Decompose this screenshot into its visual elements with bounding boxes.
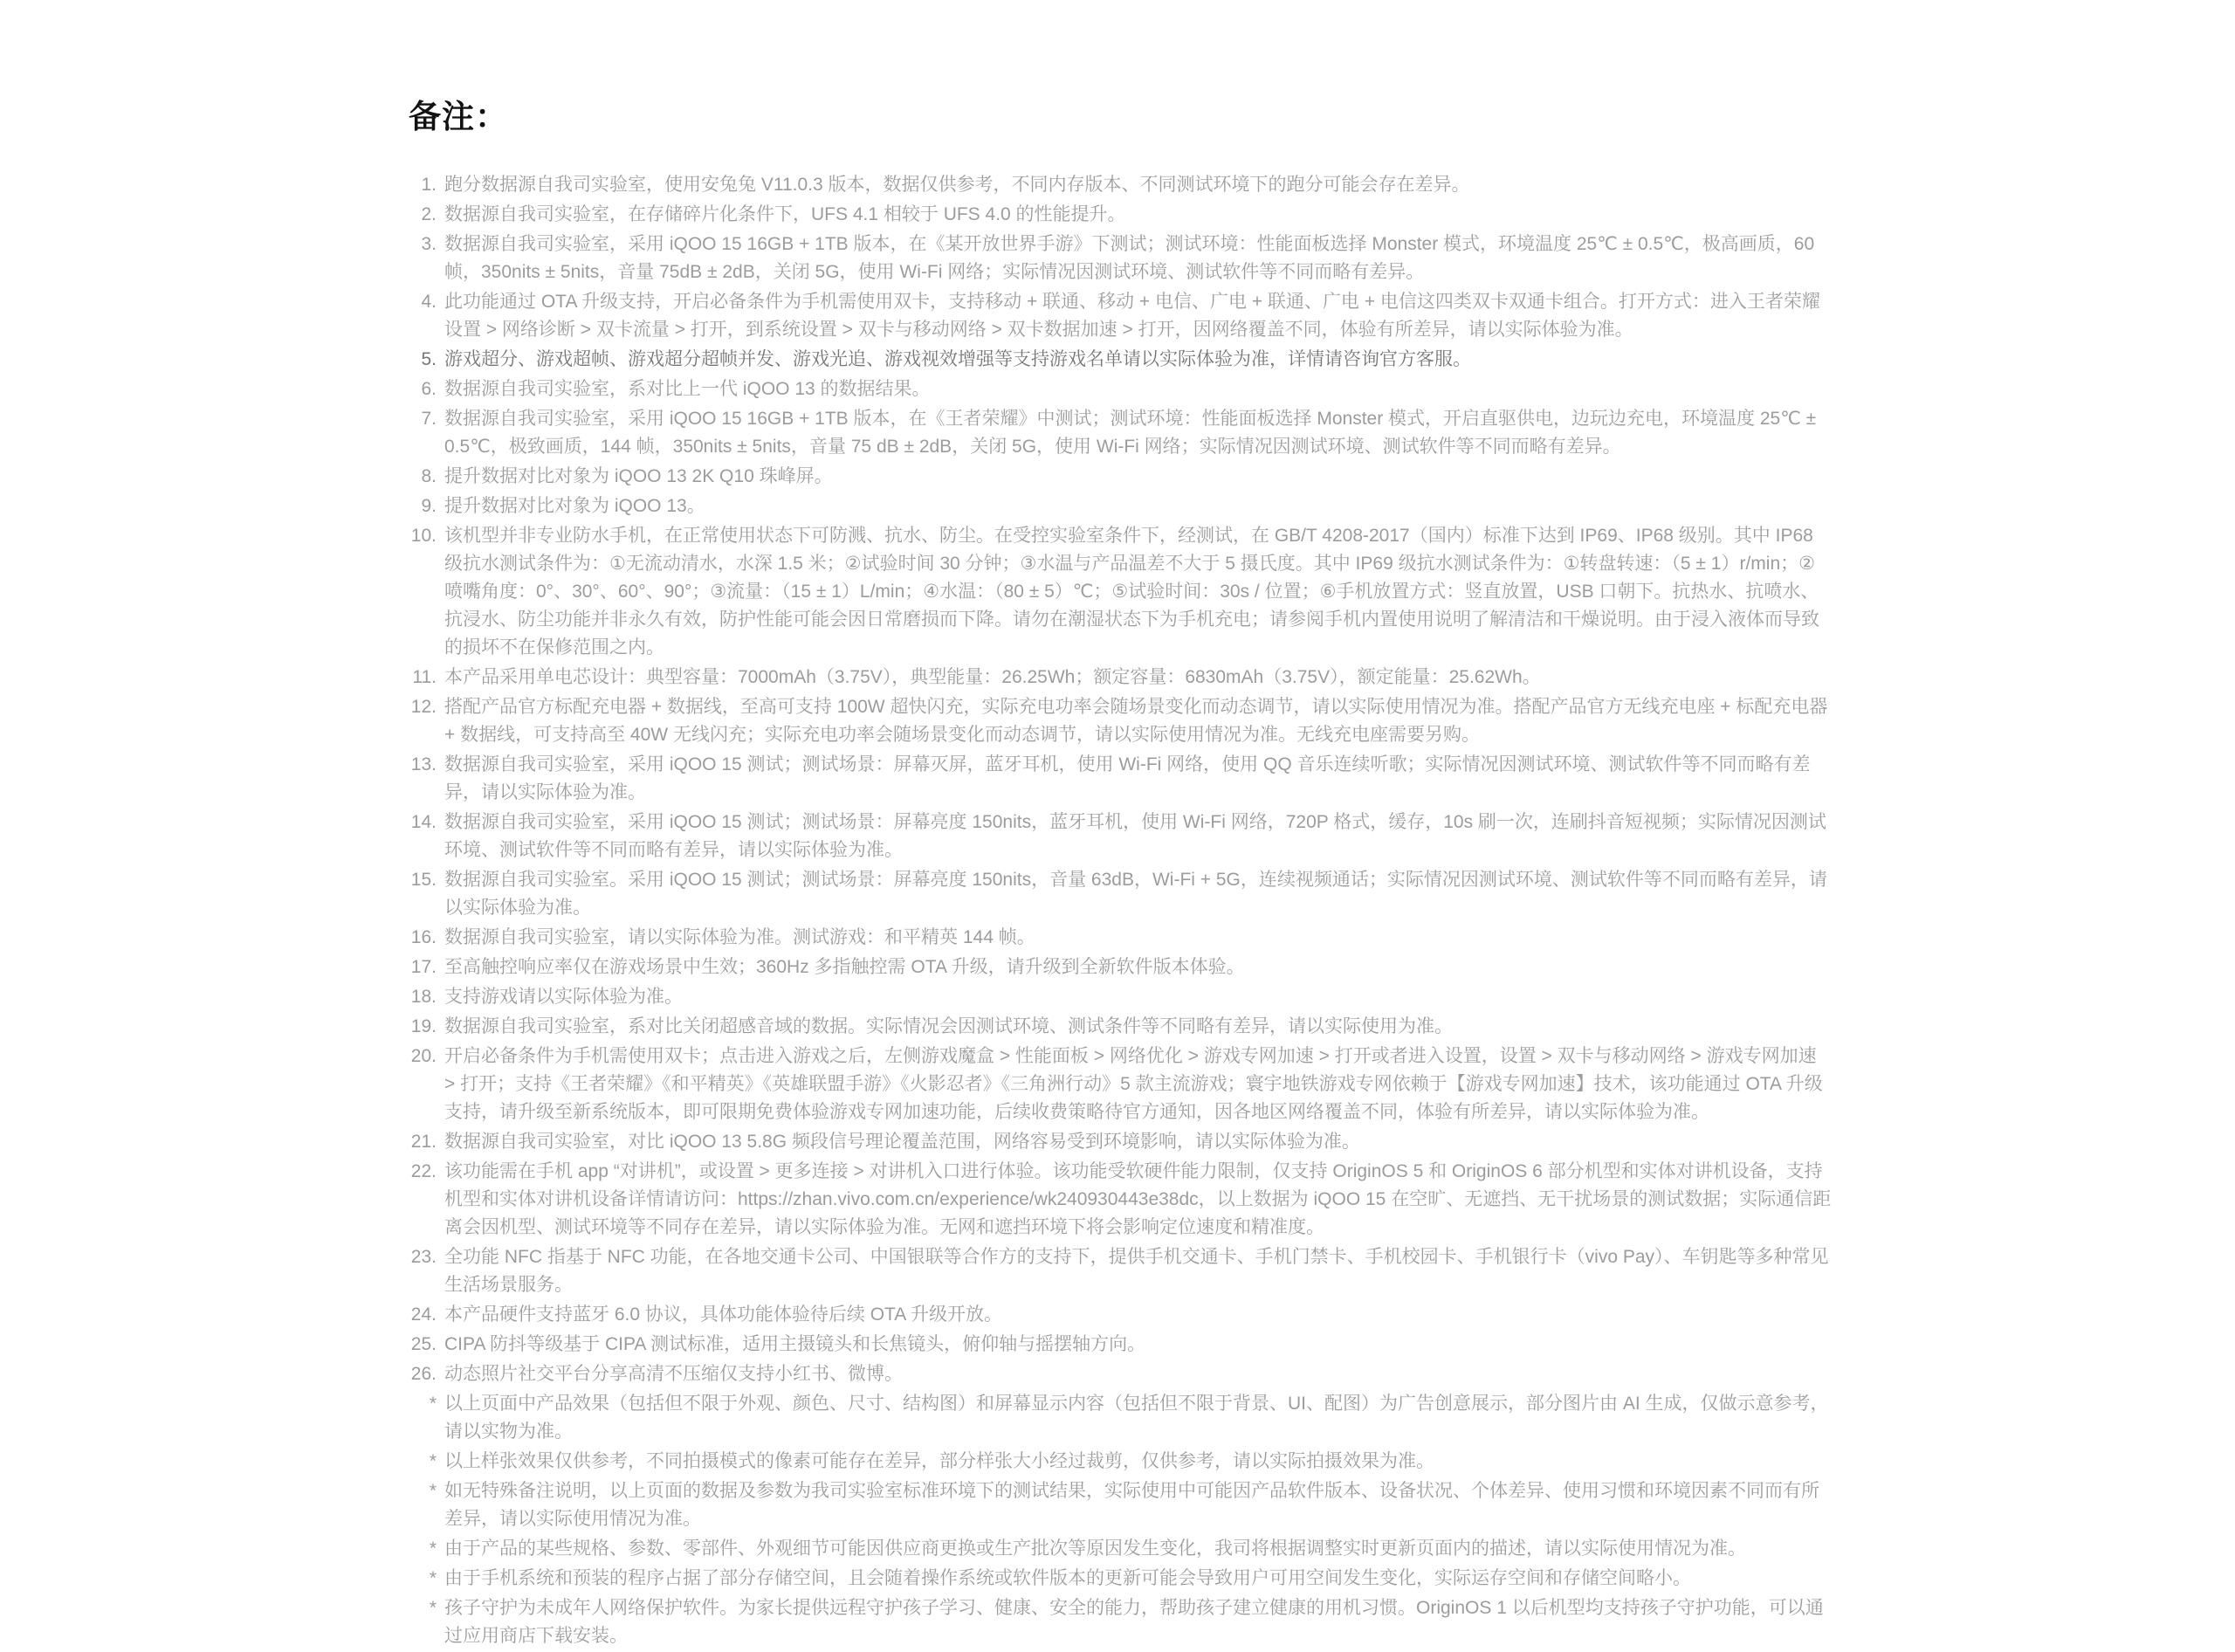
note-item-text: 数据源自我司实验室。采用 iQOO 15 测试；测试场景：屏幕亮度 150nits，音量 63dB，Wi-Fi + 5G，连续视频通话；实际情况因测试环境、测试软件等不同而略有差异，请以实际体验为准。 <box>444 870 1827 918</box>
note-item-text: 提升数据对比对象为 iQOO 13。 <box>444 496 705 516</box>
note-item-marker: 11. <box>412 667 437 687</box>
note-item-marker: 20. <box>410 1046 437 1066</box>
note-item-marker: * <box>429 1598 437 1618</box>
note-item-text: 数据源自我司实验室，在存储碎片化条件下，UFS 4.1 相较于 UFS 4.0 的性能提升。 <box>444 204 1126 224</box>
note-item-text: 全功能 NFC 指基于 NFC 功能，在各地交通卡公司、中国银联等合作方的支持下，提供手机交通卡、手机门禁卡、手机校园卡、手机银行卡（vivo Pay）、车钥匙等多种常见生活场景服务。 <box>444 1247 1829 1295</box>
note-item-text: 孩子守护为未成年人网络保护软件。为家长提供远程守护孩子学习、健康、安全的能力，帮助孩子建立健康的用机习惯。OriginOS 1 以后机型均支持孩子守护功能，可以通过应用商店下载安装。 <box>444 1598 1824 1646</box>
note-item <box>409 1477 1832 1533</box>
note-item <box>409 866 1832 922</box>
note-item-text: 数据源自我司实验室，采用 iQOO 15 16GB + 1TB 版本，在《王者荣耀》中测试；测试环境：性能面板选择 Monster 模式，开启直驱供电，边玩边充电，环境温度 25℃ ± 0.5℃，极致画质，144 帧，350nits ± 5nits，音量 75 dB ± 2dB，关闭 5G，使用 Wi-Fi 网络；实际情况因测试环境、测试软件等不同而略有差异。 <box>444 409 1817 457</box>
note-item-marker: 4. <box>421 292 437 312</box>
note-item <box>409 1243 1832 1299</box>
note-item-marker: 15. <box>410 870 437 890</box>
note-item <box>409 664 1832 692</box>
note-item-text: 数据源自我司实验室，请以实际体验为准。测试游戏：和平精英 144 帧。 <box>444 927 1035 947</box>
note-item-marker: * <box>429 1481 437 1501</box>
note-item-marker: 18. <box>410 987 437 1007</box>
note-item <box>409 1565 1832 1593</box>
note-item-text: 由于产品的某些规格、参数、零部件、外观细节可能因供应商更换或生产批次等原因发生变化，我司将根据调整实时更新页面内的描述，请以实际使用情况为准。 <box>444 1538 1746 1559</box>
note-item <box>409 1594 1832 1650</box>
note-item-marker: 26. <box>410 1364 437 1384</box>
note-item <box>409 288 1832 344</box>
note-item <box>409 751 1832 807</box>
note-item <box>409 1331 1832 1359</box>
note-item-marker: 21. <box>410 1132 437 1152</box>
note-item <box>409 346 1832 374</box>
note-item-text: 本产品采用单电芯设计：典型容量：7000mAh（3.75V），典型能量：26.25Wh；额定容量：6830mAh（3.75V），额定能量：25.62Wh。 <box>444 667 1541 687</box>
note-item <box>409 1360 1832 1388</box>
note-item <box>409 809 1832 864</box>
note-item <box>409 463 1832 491</box>
note-item-text: 搭配产品官方标配充电器 + 数据线，至高可支持 100W 超快闪充，实际充电功率会随场景变化而动态调节，请以实际使用情况为准。搭配产品官方无线充电座 + 标配充电器 + 数据线，可支持高至 40W 无线闪充；实际充电功率会随场景变化而动态调节，请以实际使用情况为准。无线充电座需要另购。 <box>444 697 1828 745</box>
note-item-marker: 13. <box>410 754 437 774</box>
note-item-text: 由于手机系统和预装的程序占据了部分存储空间，且会随着操作系统或软件版本的更新可能会导致用户可用空间发生变化，实际运存空间和存储空间略小。 <box>444 1568 1691 1588</box>
note-item-text: 该机型并非专业防水手机，在正常使用状态下可防溅、抗水、防尘。在受控实验室条件下，经测试，在 GB/T 4208-2017（国内）标准下达到 IP69、IP68 级别。其中 IP68 级抗水测试条件为：①无流动清水，水深 1.5 米；②试验时间 30 分钟；③水温与产品温差不大于 5 摄氏度。其中 IP69 级抗水测试条件为：①转盘转速：（5 ± 1）r/min；②喷嘴角度：0°、30°、60°、90°；③流量：（15 ± 1）L/min；④水温：（80 ± 5）℃；⑤试验时间：30s / 位置；⑥手机放置方式：竖直放置，USB 口朝下。抗热水、抗喷水、抗浸水、防尘功能并非永久有效，防护性能可能会因日常磨损而下降。请勿在潮湿状态下为手机充电；请参阅手机内置使用说明了解清洁和干燥说明。由于浸入液体而导致的损坏不在保修范围之内。 <box>444 526 1819 657</box>
note-item-marker: * <box>429 1394 437 1414</box>
note-item <box>409 953 1832 981</box>
note-item-marker: 3. <box>421 234 437 254</box>
note-item-text: 数据源自我司实验室，采用 iQOO 15 测试；测试场景：屏幕亮度 150nits，蓝牙耳机，使用 Wi-Fi 网络，720P 格式，缓存，10s 刷一次，连刷抖音短视频；实际情况因测试环境、测试软件等不同而略有差异，请以实际体验为准。 <box>444 812 1826 860</box>
note-item <box>409 983 1832 1011</box>
note-item-marker: 1. <box>421 175 437 195</box>
notes-list <box>409 171 1832 1650</box>
note-item-text: 跑分数据源自我司实验室，使用安兔兔 V11.0.3 版本，数据仅供参考，不同内存版本、不同测试环境下的跑分可能会存在差异。 <box>444 175 1470 195</box>
note-item-marker: 8. <box>421 466 437 486</box>
note-item <box>409 492 1832 520</box>
note-item-text: 开启必备条件为手机需使用双卡；点击进入游戏之后，左侧游戏魔盒 > 性能面板 > 网络优化 > 游戏专网加速 > 打开或者进入设置，设置 > 双卡与移动网络 > 游戏专网加速 > 打开；支持《王者荣耀》《和平精英》《英雄联盟手游》《火影忍者》《三角洲行动》5 款主流游戏；寰宇地铁游戏专网依赖于【游戏专网加速】技术，该功能通过 OTA 升级支持，请升级至新系统版本，即可限期免费体验游戏专网加速功能，后续收费策略待官方通知，因各地区网络覆盖不同，体验有所差异，请以实际体验为准。 <box>444 1046 1823 1122</box>
note-item-marker: 12. <box>410 697 437 717</box>
note-item <box>409 1043 1832 1126</box>
note-item-text: 动态照片社交平台分享高清不压缩仅支持小红书、微博。 <box>444 1364 903 1384</box>
note-item-marker: 23. <box>410 1247 437 1267</box>
note-item-text: 本产品硬件支持蓝牙 6.0 协议，具体功能体验待后续 OTA 升级开放。 <box>444 1304 1002 1325</box>
note-item <box>409 1013 1832 1041</box>
note-item <box>409 201 1832 229</box>
note-item-text: 如无特殊备注说明，以上页面的数据及参数为我司实验室标准环境下的测试结果，实际使用中可能因产品软件版本、设备状况、个体差异、使用习惯和环境因素不同而有所差异，请以实际使用情况为准。 <box>444 1481 1819 1529</box>
note-item-text: 该功能需在手机 app “对讲机”，或设置 > 更多连接 > 对讲机入口进行体验。该功能受软硬件能力限制，仅支持 OriginOS 5 和 OriginOS 6 部分机型和实体对讲机设备，支持机型和实体对讲机设备详情请访问：https://zhan.vivo.com.cn/experience/wk240930443e38dc，以上数据为 iQOO 15 在空旷、无遮挡、无干扰场景的测试数据；实际通信距离会因机型、测试环境等不同存在差异，请以实际体验为准。无网和遮挡环境下将会影响定位速度和精准度。 <box>444 1161 1832 1237</box>
note-item-marker: 10. <box>410 526 437 546</box>
note-item-marker: 16. <box>410 927 437 947</box>
note-item-marker: 2. <box>421 204 437 224</box>
note-item-marker: 25. <box>410 1334 437 1354</box>
note-item <box>409 171 1832 199</box>
note-item <box>409 375 1832 403</box>
note-item-text: 以上页面中产品效果（包括但不限于外观、颜色、尺寸、结构图）和屏幕显示内容（包括但不限于背景、UI、配图）为广告创意展示，部分图片由 AI 生成，仅做示意参考，请以实物为准。 <box>444 1394 1829 1442</box>
note-item-text: 提升数据对比对象为 iQOO 13 2K Q10 珠峰屏。 <box>444 466 833 486</box>
note-item-marker: 22. <box>410 1161 437 1181</box>
note-item-text: 数据源自我司实验室，系对比上一代 iQOO 13 的数据结果。 <box>444 379 931 399</box>
note-item-text: 游戏超分、游戏超帧、游戏超分超帧并发、游戏光追、游戏视效增强等支持游戏名单请以实际体验为准，详情请咨询官方客服。 <box>444 349 1471 369</box>
note-item-text: 以上样张效果仅供参考，不同拍摄模式的像素可能存在差异，部分样张大小经过裁剪，仅供参考，请以实际拍摄效果为准。 <box>444 1451 1434 1471</box>
note-item <box>409 693 1832 749</box>
note-item-text: 此功能通过 OTA 升级支持，开启必备条件为手机需使用双卡，支持移动 + 联通、移动 + 电信、广电 + 联通、广电 + 电信这四类双卡双通卡组合。打开方式：进入王者荣耀设置 > 网络诊断 > 双卡流量 > 打开，到系统设置 > 双卡与移动网络 > 双卡数据加速 > 打开，因网络覆盖不同，体验有所差异，请以实际体验为准。 <box>444 292 1820 340</box>
note-item <box>409 1301 1832 1329</box>
note-item <box>409 1158 1832 1242</box>
note-item <box>409 1535 1832 1563</box>
note-item-marker: 14. <box>410 812 437 832</box>
note-item <box>409 231 1832 286</box>
note-item-marker: * <box>429 1538 437 1559</box>
note-item-marker: 9. <box>421 496 437 516</box>
remarks-page <box>409 98 1832 1652</box>
note-item <box>409 1448 1832 1476</box>
note-item-text: 数据源自我司实验室，系对比关闭超感音域的数据。实际情况会因测试环境、测试条件等不同略有差异，请以实际使用为准。 <box>444 1016 1453 1036</box>
note-item <box>409 522 1832 662</box>
note-item <box>409 1128 1832 1156</box>
note-item-text: CIPA 防抖等级基于 CIPA 测试标准，适用主摄镜头和长焦镜头，俯仰轴与摇摆轴方向。 <box>444 1334 1146 1354</box>
note-item-marker: 5. <box>421 349 437 369</box>
note-item-text: 数据源自我司实验室，采用 iQOO 15 测试；测试场景：屏幕灭屏，蓝牙耳机，使用 Wi-Fi 网络，使用 QQ 音乐连续听歌；实际情况因测试环境、测试软件等不同而略有差异，请以实际体验为准。 <box>444 754 1811 802</box>
note-item-text: 至高触控响应率仅在游戏场景中生效；360Hz 多指触控需 OTA 升级，请升级到全新软件版本体验。 <box>444 957 1245 977</box>
note-item-marker: 19. <box>410 1016 437 1036</box>
note-item <box>409 924 1832 952</box>
note-item-marker: 7. <box>421 409 437 429</box>
note-item <box>409 405 1832 461</box>
note-item-marker: * <box>429 1451 437 1471</box>
note-item <box>409 1390 1832 1446</box>
note-item-marker: 17. <box>410 957 437 977</box>
note-item-marker: 6. <box>421 379 437 399</box>
note-item-text: 数据源自我司实验室，对比 iQOO 13 5.8G 频段信号理论覆盖范围，网络容易受到环境影响，请以实际体验为准。 <box>444 1132 1360 1152</box>
page-title: 备注： <box>409 99 508 134</box>
note-item-text: 支持游戏请以实际体验为准。 <box>444 987 683 1007</box>
note-item-marker: 24. <box>410 1304 437 1325</box>
note-item-marker: * <box>429 1568 437 1588</box>
note-item-text: 数据源自我司实验室，采用 iQOO 15 16GB + 1TB 版本，在《某开放世界手游》下测试；测试环境：性能面板选择 Monster 模式，环境温度 25℃ ± 0.5℃，极高画质，60 帧，350nits ± 5nits，音量 75dB ± 2dB，关闭 5G，使用 Wi-Fi 网络；实际情况因测试环境、测试软件等不同而略有差异。 <box>444 234 1815 282</box>
